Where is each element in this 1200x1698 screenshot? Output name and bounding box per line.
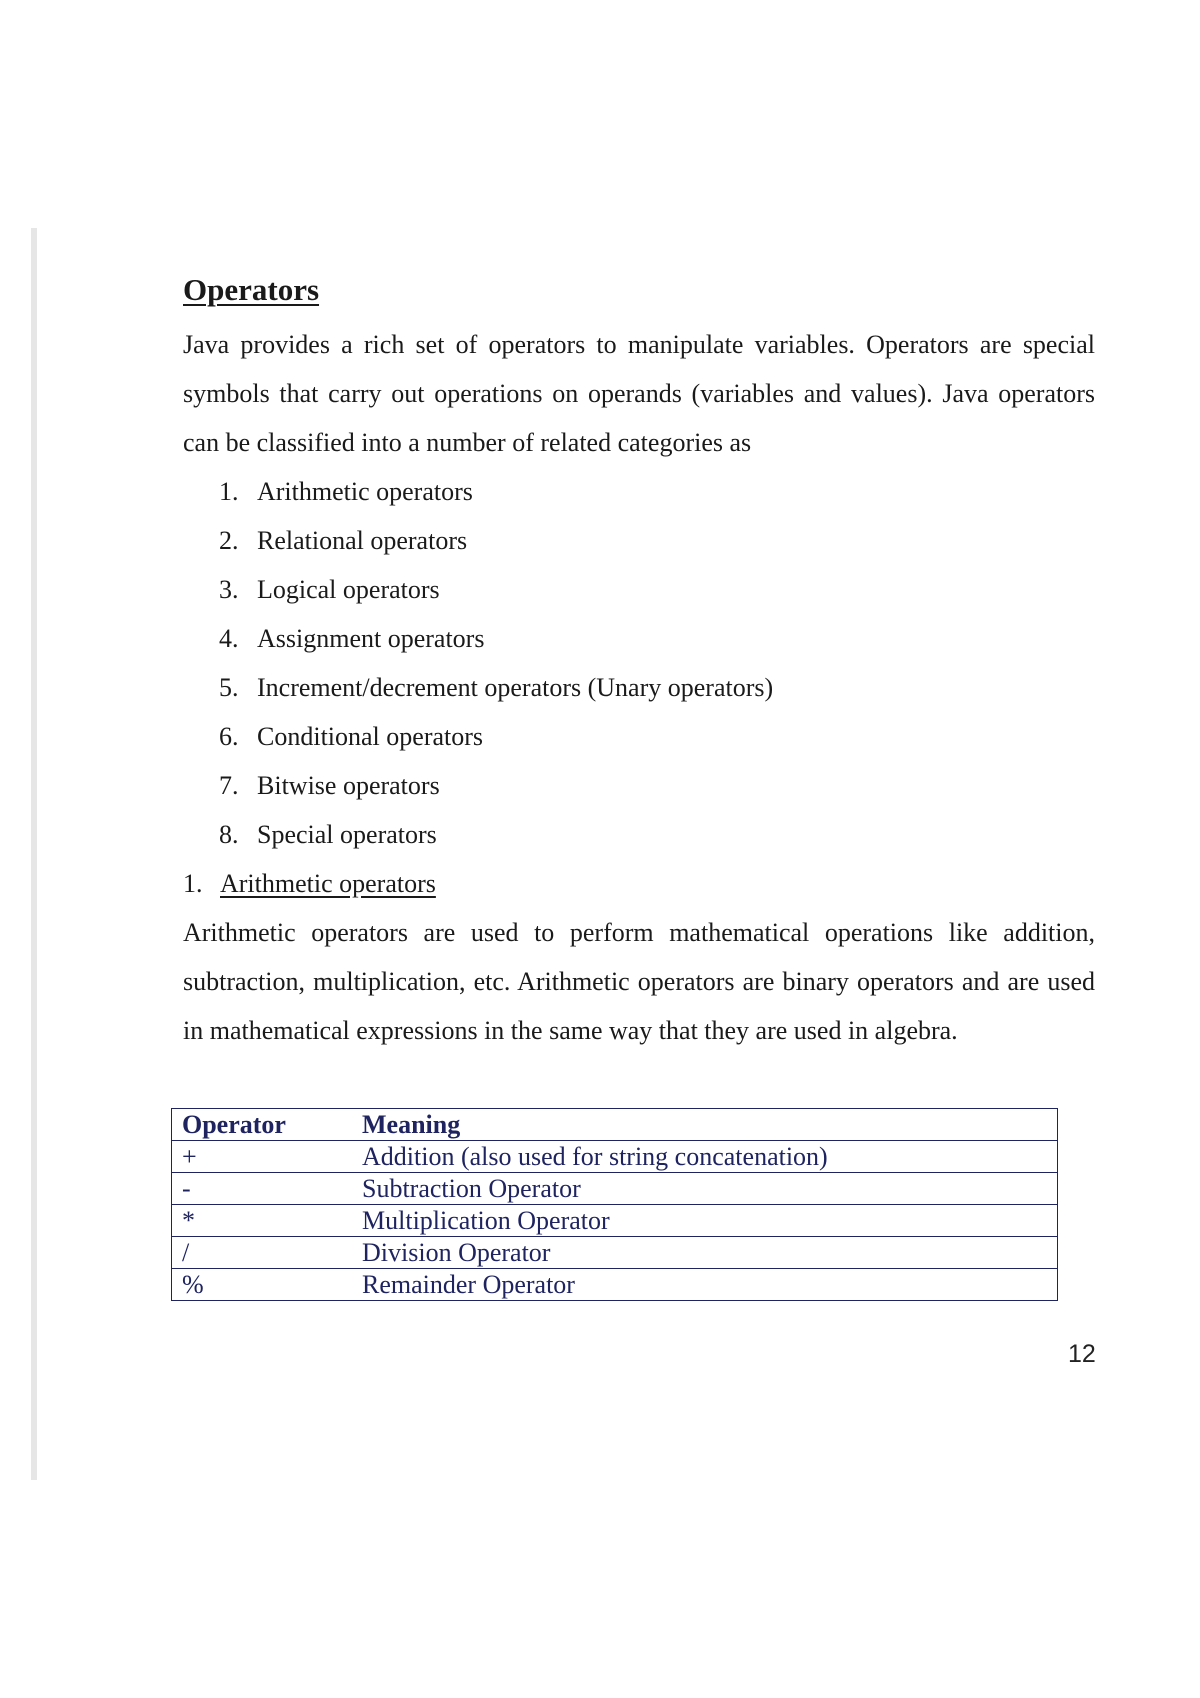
section-heading bbox=[183, 859, 1095, 908]
operators-table bbox=[171, 1108, 1058, 1301]
list-item bbox=[219, 467, 1095, 516]
table-row bbox=[172, 1269, 1058, 1301]
list-item-label: Increment/decrement operators (Unary operators) bbox=[257, 673, 774, 702]
meaning-cell: Division Operator bbox=[352, 1237, 1058, 1269]
operator-categories-list bbox=[183, 467, 1095, 859]
list-item-number: 3. bbox=[219, 575, 239, 604]
list-item-number: 8. bbox=[219, 820, 239, 849]
table-header-row bbox=[172, 1109, 1058, 1141]
list-item-number: 2. bbox=[219, 526, 239, 555]
column-header-operator: Operator bbox=[172, 1109, 353, 1141]
page-number: 12 bbox=[1068, 1340, 1096, 1368]
table-row bbox=[172, 1141, 1058, 1173]
list-item-label: Logical operators bbox=[257, 575, 440, 604]
operator-cell: * bbox=[172, 1205, 353, 1237]
list-item bbox=[219, 516, 1095, 565]
list-item bbox=[219, 663, 1095, 712]
page-title: Operators bbox=[183, 272, 320, 307]
list-item-number: 7. bbox=[219, 771, 239, 800]
list-item bbox=[219, 810, 1095, 859]
section-title: Arithmetic operators bbox=[220, 869, 436, 898]
list-item-number: 4. bbox=[219, 624, 239, 653]
list-item-number: 6. bbox=[219, 722, 239, 751]
table-row bbox=[172, 1173, 1058, 1205]
intro-paragraph: Java provides a rich set of operators to manipulate variables. Operators are special symbols that carry out operations on operands (variables and values). Java operators can be classified into a number of related categories as bbox=[183, 330, 1095, 457]
meaning-cell: Remainder Operator bbox=[352, 1269, 1058, 1301]
page-content bbox=[183, 270, 1095, 1055]
operator-cell: + bbox=[172, 1141, 353, 1173]
list-item-label: Special operators bbox=[257, 820, 437, 849]
section-paragraph: Arithmetic operators are used to perform mathematical operations like addition, subtraction, multiplication, etc. Arithmetic operators are binary operators and are used in mathematical expressions in the same way that they are used in algebra. bbox=[183, 918, 1095, 1045]
list-item-label: Arithmetic operators bbox=[257, 477, 473, 506]
list-item-number: 5. bbox=[219, 673, 239, 702]
list-item-label: Conditional operators bbox=[257, 722, 484, 751]
table-row bbox=[172, 1237, 1058, 1269]
operator-cell: % bbox=[172, 1269, 353, 1301]
column-header-meaning: Meaning bbox=[352, 1109, 1058, 1141]
list-item-label: Assignment operators bbox=[257, 624, 485, 653]
meaning-cell: Addition (also used for string concatenation) bbox=[352, 1141, 1058, 1173]
list-item bbox=[219, 761, 1095, 810]
section-number: 1. bbox=[183, 869, 203, 898]
list-item bbox=[219, 614, 1095, 663]
list-item bbox=[219, 712, 1095, 761]
table-row bbox=[172, 1205, 1058, 1237]
meaning-cell: Multiplication Operator bbox=[352, 1205, 1058, 1237]
operator-cell: - bbox=[172, 1173, 353, 1205]
list-item bbox=[219, 565, 1095, 614]
list-item-label: Relational operators bbox=[257, 526, 468, 555]
meaning-cell: Subtraction Operator bbox=[352, 1173, 1058, 1205]
page-edge-rule bbox=[31, 228, 37, 1480]
operator-cell: / bbox=[172, 1237, 353, 1269]
list-item-label: Bitwise operators bbox=[257, 771, 440, 800]
list-item-number: 1. bbox=[219, 477, 239, 506]
